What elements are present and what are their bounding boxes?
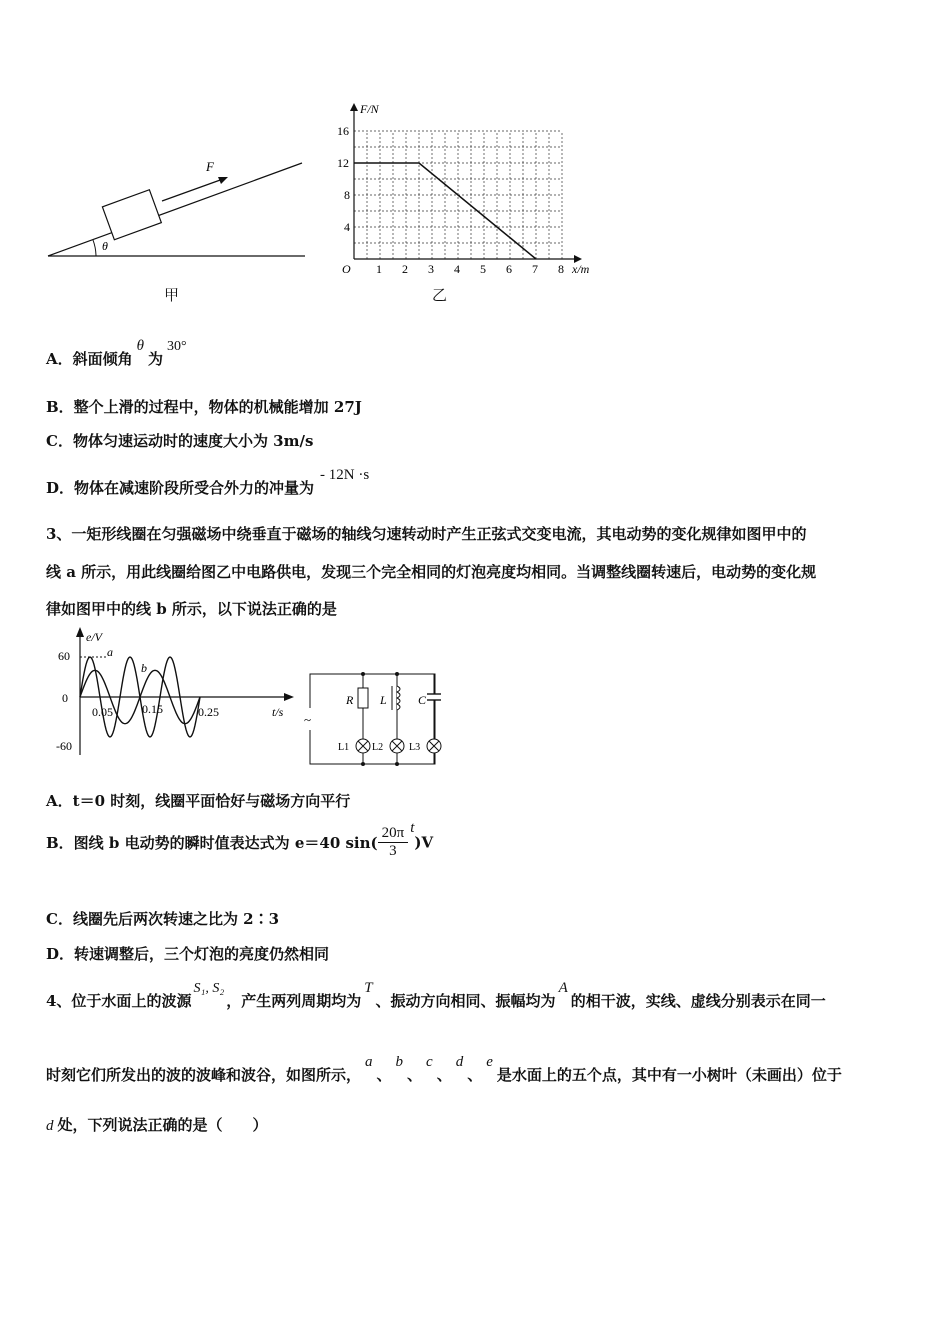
- q2-option-c: C．物体匀速运动时的速度大小为 3m/s: [46, 432, 314, 450]
- q3-option-c: C．线圈先后两次转速之比为 2∶3: [46, 910, 280, 928]
- lamp-l3: [427, 739, 441, 753]
- y-axis-arrow: [350, 103, 358, 111]
- q3-stem-line1: 3、一矩形线圈在匀强磁场中绕垂直于磁场的轴线匀速转动时产生正弦式交变电流，其电动势的变化规律如图甲中的: [46, 525, 807, 543]
- caption-jia: 甲: [164, 286, 180, 304]
- y-tick-label: 16: [337, 124, 349, 138]
- q3-option-a: A．t＝0 时刻，线圈平面恰好与磁场方向平行: [46, 792, 351, 810]
- q4-stem-line1: 4、位于水面上的波源S₁, S₂，产生两列周期均为T、振动方向相同、振幅均为A的相干波，实线、虚线分别表示在同一: [46, 980, 826, 1010]
- lamp-l1-label: L1: [338, 742, 350, 753]
- lamp-l3-label: L3: [409, 742, 421, 753]
- q4-stem-line3: d 处，下列说法正确的是（ ）: [46, 1116, 268, 1134]
- incline-line: [48, 163, 302, 256]
- emf-time-chart: [50, 625, 300, 760]
- angle-label: θ: [102, 239, 108, 253]
- circuit-diagram: [300, 668, 448, 770]
- lamp-l2: [390, 739, 404, 753]
- x-tick-label: 1: [376, 262, 382, 276]
- lamp-l2-label: L2: [372, 742, 384, 753]
- y-tick-label: 4: [344, 220, 350, 234]
- q4-stem-line2: 时刻它们所发出的波的波峰和波谷，如图所示，a、b、c、d、e是水面上的五个点，其中有一小树叶（未画出）位于: [46, 1054, 842, 1084]
- q3-option-b: B．图线 b 电动势的瞬时值表达式为 e＝40 sin( $\frac{20\pi}{3}$ t)V: [46, 820, 434, 859]
- force-arrow: [162, 179, 223, 201]
- tick-60: 60: [58, 649, 70, 663]
- e-axis-arrow: [76, 627, 84, 637]
- label-a: a: [107, 645, 113, 659]
- y-tick-label: 12: [337, 156, 349, 170]
- force-displacement-chart: [330, 98, 600, 278]
- x-axis-label: x/m: [572, 262, 590, 276]
- q2-option-d: D．物体在减速阶段所受合外力的冲量为- 12N ·s: [46, 467, 370, 497]
- x-tick-label: 8: [558, 262, 564, 276]
- q3-stem-line2: 线 a 所示，用此线圈给图乙中电路供电，发现三个完全相同的灯泡亮度均相同。当调整线圈转速后，电动势的变化规: [46, 563, 817, 581]
- tick-0.25: 0.25: [198, 705, 219, 719]
- t-axis-label: t/s: [272, 705, 284, 719]
- q2-option-b: B．整个上滑的过程中，物体的机械能增加 27J: [46, 398, 362, 416]
- inductor-label: L: [380, 693, 387, 707]
- x-tick-label: 6: [506, 262, 512, 276]
- tick-neg60: -60: [56, 739, 72, 753]
- resistor: [358, 688, 368, 708]
- q3-option-d: D．转速调整后，三个灯泡的亮度仍然相同: [46, 945, 330, 963]
- q2-option-a: A．斜面倾角θ为30°: [46, 338, 187, 368]
- caption-yi: 乙: [432, 286, 448, 304]
- capacitor-label: C: [418, 693, 427, 707]
- block: [102, 190, 161, 240]
- origin-zero: 0: [62, 691, 68, 705]
- lamp-l1: [356, 739, 370, 753]
- y-axis-label: F/N: [360, 102, 379, 116]
- x-tick-label: 3: [428, 262, 434, 276]
- incline-figure: [40, 150, 315, 265]
- origin-label: O: [342, 262, 351, 276]
- ac-source-symbol: ~: [304, 712, 312, 727]
- tick-0.15: 0.15: [142, 702, 163, 716]
- force-label: F: [206, 159, 214, 174]
- t-axis-arrow: [284, 693, 294, 701]
- q3-stem-line3: 律如图甲中的线 b 所示，以下说法正确的是: [46, 600, 337, 618]
- e-axis-label: e/V: [86, 630, 102, 644]
- x-tick-label: 5: [480, 262, 486, 276]
- force-arrowhead: [218, 177, 228, 184]
- x-tick-label: 2: [402, 262, 408, 276]
- fraction-20pi-over-3: $\frac{20\pi}{3}$: [378, 825, 409, 860]
- tick-0.05: 0.05: [92, 705, 113, 719]
- angle-arc: [93, 240, 96, 256]
- inductor: [397, 686, 400, 710]
- label-b: b: [141, 661, 147, 675]
- y-tick-label: 8: [344, 188, 350, 202]
- x-tick-label: 7: [532, 262, 538, 276]
- resistor-label: R: [346, 693, 354, 707]
- x-tick-label: 4: [454, 262, 460, 276]
